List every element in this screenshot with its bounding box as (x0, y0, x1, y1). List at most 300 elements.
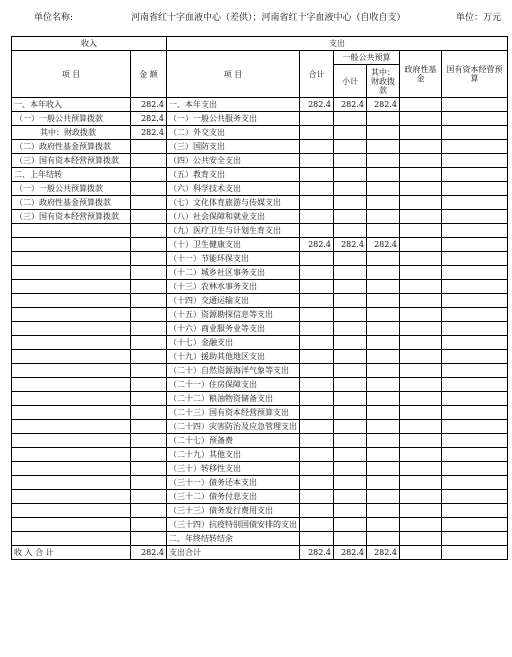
gov-fund-cell (400, 378, 442, 392)
expense-subtotal (334, 476, 367, 490)
expense-item: （十七）金融支出 (167, 336, 300, 350)
expense-fiscal (367, 490, 400, 504)
expense-total (300, 490, 334, 504)
expense-total (300, 462, 334, 476)
expense-total: 282.4 (300, 238, 334, 252)
expense-total (300, 182, 334, 196)
gov-fund-cell (400, 140, 442, 154)
expense-item: （二十一）住房保障支出 (167, 378, 300, 392)
state-capital-cell (442, 378, 508, 392)
income-item: （三）国有资本经营预算拨款 (12, 154, 131, 168)
table-row (12, 140, 508, 154)
expense-fiscal (367, 224, 400, 238)
expense-total (300, 294, 334, 308)
state-capital-cell (442, 504, 508, 518)
expense-total (300, 126, 334, 140)
expense-subtotal (334, 168, 367, 182)
gov-fund-cell (400, 154, 442, 168)
income-amount: 282.4 (131, 98, 167, 112)
income-amount (131, 182, 167, 196)
state-capital-cell (442, 112, 508, 126)
income-amount (131, 350, 167, 364)
state-capital-cell (442, 434, 508, 448)
table-row (12, 518, 508, 532)
expense-subtotal (334, 378, 367, 392)
expense-item: （六）科学技术支出 (167, 182, 300, 196)
table-row (12, 378, 508, 392)
expense-fiscal (367, 434, 400, 448)
expense-total (300, 448, 334, 462)
state-capital-cell (442, 238, 508, 252)
state-capital-cell (442, 280, 508, 294)
expense-total (300, 406, 334, 420)
expense-subtotal (334, 532, 367, 546)
table-row (12, 280, 508, 294)
income-amount (131, 378, 167, 392)
subtotal-header: 小计 (334, 65, 367, 98)
state-capital-cell (442, 168, 508, 182)
table-row (12, 350, 508, 364)
income-amount (131, 490, 167, 504)
report-header (0, 10, 512, 24)
expense-item: （十）卫生健康支出 (167, 238, 300, 252)
expense-item: （三）国防支出 (167, 140, 300, 154)
gov-fund-cell (400, 476, 442, 490)
gov-fund-cell (400, 546, 442, 560)
income-item (12, 448, 131, 462)
table-row (12, 462, 508, 476)
table-row (12, 448, 508, 462)
income-item (12, 420, 131, 434)
expense-fiscal (367, 266, 400, 280)
income-item (12, 392, 131, 406)
gov-fund-cell (400, 266, 442, 280)
expense-subtotal (334, 210, 367, 224)
income-amount (131, 336, 167, 350)
income-total-label: 收 入 合 计 (12, 546, 131, 560)
gov-fund-cell (400, 532, 442, 546)
state-capital-cell (442, 266, 508, 280)
gov-fund-cell (400, 224, 442, 238)
expense-subtotal (334, 504, 367, 518)
expense-item: （四）公共安全支出 (167, 154, 300, 168)
income-total-value: 282.4 (131, 546, 167, 560)
expense-item: （十六）商业服务业等支出 (167, 322, 300, 336)
expense-total (300, 476, 334, 490)
gov-fund-cell (400, 504, 442, 518)
expense-subtotal (334, 196, 367, 210)
state-capital-cell (442, 126, 508, 140)
expense-fiscal (367, 196, 400, 210)
expense-total (300, 210, 334, 224)
expense-total (300, 378, 334, 392)
state-capital-cell (442, 490, 508, 504)
item2-header: 项 目 (167, 51, 300, 98)
gov-fund-cell (400, 280, 442, 294)
gov-fund-cell (400, 434, 442, 448)
income-item (12, 364, 131, 378)
expense-subtotal (334, 364, 367, 378)
state-capital-cell (442, 308, 508, 322)
gov-fund-cell (400, 364, 442, 378)
expense-subtotal (334, 462, 367, 476)
expense-item: （十二）城乡社区事务支出 (167, 266, 300, 280)
income-item: （一）一般公共预算拨款 (12, 112, 131, 126)
expense-subtotal (334, 126, 367, 140)
table-row (12, 308, 508, 322)
table-row (12, 364, 508, 378)
total-header: 合计 (300, 51, 334, 98)
gov-fund-cell (400, 168, 442, 182)
expense-fiscal (367, 168, 400, 182)
income-amount (131, 532, 167, 546)
income-item: （二）政府性基金预算拨款 (12, 196, 131, 210)
currency-unit: 单位：万元 (456, 13, 502, 23)
income-amount: 282.4 (131, 126, 167, 140)
state-capital-cell (442, 364, 508, 378)
expense-item: （十四）交通运输支出 (167, 294, 300, 308)
expense-item: 一、本年支出 (167, 98, 300, 112)
expense-subtotal (334, 518, 367, 532)
state-capital-cell (442, 154, 508, 168)
expense-subtotal (334, 140, 367, 154)
expense-fiscal (367, 280, 400, 294)
expense-fiscal (367, 392, 400, 406)
expense-fiscal (367, 364, 400, 378)
expense-total (300, 308, 334, 322)
expense-item: （三十二）债务付息支出 (167, 490, 300, 504)
state-capital-cell (442, 462, 508, 476)
gov-fund-cell (400, 252, 442, 266)
gov-fund-cell (400, 126, 442, 140)
budget-table (11, 36, 508, 560)
income-item (12, 378, 131, 392)
gov-fund-cell (400, 112, 442, 126)
fiscal-header: 其中：财政拨款 (367, 65, 400, 98)
expense-fiscal (367, 532, 400, 546)
state-capital-cell (442, 532, 508, 546)
income-item (12, 280, 131, 294)
expense-total (300, 196, 334, 210)
expense-total (300, 224, 334, 238)
expense-total (300, 112, 334, 126)
expense-item: （七）文化体育旅游与传媒支出 (167, 196, 300, 210)
gov-fund-cell (400, 518, 442, 532)
state-capital-cell (442, 406, 508, 420)
expense-subtotal (334, 294, 367, 308)
expense-fiscal (367, 406, 400, 420)
income-amount (131, 154, 167, 168)
gov-fund-cell (400, 238, 442, 252)
income-item (12, 238, 131, 252)
expense-subtotal (334, 266, 367, 280)
table-row (12, 322, 508, 336)
expense-subtotal (334, 252, 367, 266)
expense-subtotal (334, 420, 367, 434)
expense-total (300, 266, 334, 280)
expense-fiscal (367, 322, 400, 336)
gov-fund-cell (400, 350, 442, 364)
table-row (12, 196, 508, 210)
gov-fund-cell (400, 336, 442, 350)
income-amount (131, 266, 167, 280)
expense-item: （二十）自然资源海洋气象等支出 (167, 364, 300, 378)
income-amount (131, 322, 167, 336)
gov-fund-cell (400, 462, 442, 476)
expense-item: （九）医疗卫生与计划生育支出 (167, 224, 300, 238)
expense-subtotal (334, 406, 367, 420)
table-row (12, 182, 508, 196)
expense-fiscal (367, 336, 400, 350)
table-row (12, 532, 508, 546)
income-amount (131, 168, 167, 182)
expense-total (300, 434, 334, 448)
income-item (12, 490, 131, 504)
income-amount (131, 252, 167, 266)
table-row (12, 168, 508, 182)
state-capital-cell (442, 294, 508, 308)
state-capital-cell (442, 350, 508, 364)
expense-subtotal (334, 336, 367, 350)
state-capital-cell (442, 182, 508, 196)
expense-total (300, 252, 334, 266)
expense-item: （十五）资源勘探信息等支出 (167, 308, 300, 322)
table-row (12, 420, 508, 434)
table-row (12, 154, 508, 168)
table-row (12, 294, 508, 308)
expense-fiscal (367, 182, 400, 196)
expense-total (300, 350, 334, 364)
gov-fund-cell (400, 294, 442, 308)
income-amount (131, 434, 167, 448)
income-item (12, 406, 131, 420)
expense-total (300, 280, 334, 294)
state-capital-cell (442, 518, 508, 532)
income-amount (131, 406, 167, 420)
income-item (12, 224, 131, 238)
expense-item: （八）社会保障和就业支出 (167, 210, 300, 224)
income-item (12, 266, 131, 280)
income-item (12, 294, 131, 308)
gov-fund-cell (400, 196, 442, 210)
state-capital-cell (442, 546, 508, 560)
income-item: 二、上年结转 (12, 168, 131, 182)
expense-fiscal (367, 476, 400, 490)
expense-fiscal (367, 308, 400, 322)
expense-header: 支出 (167, 37, 508, 51)
expense-fiscal (367, 518, 400, 532)
state-capital-cell (442, 210, 508, 224)
expense-fiscal-value: 282.4 (367, 546, 400, 560)
state-capital-cell (442, 392, 508, 406)
table-row (12, 490, 508, 504)
table-row (12, 392, 508, 406)
expense-subtotal (334, 322, 367, 336)
state-capital-cell (442, 420, 508, 434)
expense-total: 282.4 (300, 98, 334, 112)
expense-subtotal: 282.4 (334, 98, 367, 112)
expense-total (300, 518, 334, 532)
gov-fund-header: 政府性基金 (400, 51, 442, 98)
income-amount (131, 476, 167, 490)
income-item (12, 434, 131, 448)
expense-fiscal (367, 294, 400, 308)
gov-fund-cell (400, 448, 442, 462)
expense-subtotal (334, 308, 367, 322)
state-capital-cell (442, 336, 508, 350)
income-amount (131, 462, 167, 476)
table-row (12, 434, 508, 448)
income-amount (131, 210, 167, 224)
expense-fiscal (367, 126, 400, 140)
expense-subtotal (334, 392, 367, 406)
state-capital-header: 国有资本经营预算 (442, 51, 508, 98)
expense-total (300, 322, 334, 336)
income-item (12, 308, 131, 322)
expense-item: （二十二）粮油物资储备支出 (167, 392, 300, 406)
income-amount (131, 448, 167, 462)
expense-fiscal (367, 504, 400, 518)
expense-item: （二十三）国有资本经营预算支出 (167, 406, 300, 420)
income-amount: 282.4 (131, 112, 167, 126)
expense-item: （十一）节能环保支出 (167, 252, 300, 266)
income-item: （三）国有资本经营预算拨款 (12, 210, 131, 224)
table-row (12, 112, 508, 126)
expense-subtotal (334, 350, 367, 364)
income-amount (131, 280, 167, 294)
expense-fiscal (367, 378, 400, 392)
income-amount (131, 294, 167, 308)
expense-subtotal-value: 282.4 (334, 546, 367, 560)
state-capital-cell (442, 140, 508, 154)
gov-fund-cell (400, 322, 442, 336)
state-capital-cell (442, 448, 508, 462)
expense-total (300, 504, 334, 518)
table-row (12, 210, 508, 224)
state-capital-cell (442, 476, 508, 490)
expense-fiscal (367, 448, 400, 462)
state-capital-cell (442, 224, 508, 238)
table-row (12, 252, 508, 266)
income-amount (131, 364, 167, 378)
expense-item: （二十九）其他支出 (167, 448, 300, 462)
expense-item: （十三）农林水事务支出 (167, 280, 300, 294)
expense-total-value: 282.4 (300, 546, 334, 560)
expense-total (300, 336, 334, 350)
expense-fiscal (367, 210, 400, 224)
expense-subtotal (334, 112, 367, 126)
expense-fiscal: 282.4 (367, 238, 400, 252)
expense-item: （三十）转移性支出 (167, 462, 300, 476)
gov-fund-cell (400, 98, 442, 112)
income-amount (131, 238, 167, 252)
item-header: 项 目 (12, 51, 131, 98)
unit-name: 河南省红十字血液中心（差供）；河南省红十字血液中心（自收自支） (131, 13, 406, 23)
expense-total (300, 364, 334, 378)
income-item: 其中：财政拨款 (12, 126, 131, 140)
income-item: （二）政府性基金预算拨款 (12, 140, 131, 154)
income-amount (131, 518, 167, 532)
general-budget-header: 一般公共预算 (334, 51, 400, 65)
expense-subtotal (334, 280, 367, 294)
income-amount (131, 224, 167, 238)
expense-total (300, 168, 334, 182)
expense-subtotal (334, 154, 367, 168)
gov-fund-cell (400, 420, 442, 434)
table-row (12, 126, 508, 140)
table-row (12, 476, 508, 490)
expense-total (300, 420, 334, 434)
total-row (12, 546, 508, 560)
income-item (12, 322, 131, 336)
expense-item: （三十一）债务还本支出 (167, 476, 300, 490)
table-row (12, 238, 508, 252)
income-amount (131, 420, 167, 434)
table-row (12, 224, 508, 238)
income-item (12, 476, 131, 490)
expense-total (300, 140, 334, 154)
expense-item: （三十四）抗疫特别国债安排的支出 (167, 518, 300, 532)
income-amount (131, 196, 167, 210)
amount-header: 金 额 (131, 51, 167, 98)
gov-fund-cell (400, 490, 442, 504)
gov-fund-cell (400, 392, 442, 406)
expense-item: （一）一般公共服务支出 (167, 112, 300, 126)
income-item: 一、本年收入 (12, 98, 131, 112)
income-item (12, 518, 131, 532)
expense-item: （五）教育支出 (167, 168, 300, 182)
gov-fund-cell (400, 182, 442, 196)
gov-fund-cell (400, 308, 442, 322)
expense-subtotal (334, 490, 367, 504)
expense-total (300, 532, 334, 546)
table-row (12, 504, 508, 518)
income-amount (131, 504, 167, 518)
expense-subtotal: 282.4 (334, 238, 367, 252)
income-item: （一）一般公共预算拨款 (12, 182, 131, 196)
state-capital-cell (442, 322, 508, 336)
expense-item: （二）外交支出 (167, 126, 300, 140)
expense-fiscal (367, 154, 400, 168)
income-item (12, 350, 131, 364)
table-row (12, 406, 508, 420)
table-row (12, 266, 508, 280)
income-item (12, 462, 131, 476)
expense-subtotal (334, 448, 367, 462)
table-row (12, 98, 508, 112)
gov-fund-cell (400, 406, 442, 420)
expense-item: （二十七）预备费 (167, 434, 300, 448)
income-item (12, 252, 131, 266)
income-item (12, 504, 131, 518)
income-amount (131, 308, 167, 322)
expense-item: （十九）援助其他地区支出 (167, 350, 300, 364)
unit-label: 单位名称: (34, 13, 74, 23)
expense-total-label: 支出合计 (167, 546, 300, 560)
state-capital-cell (442, 196, 508, 210)
expense-subtotal (334, 224, 367, 238)
expense-total (300, 154, 334, 168)
expense-subtotal (334, 182, 367, 196)
income-header: 收入 (12, 37, 167, 51)
income-amount (131, 392, 167, 406)
expense-item: （二十四）灾害防治及应急管理支出 (167, 420, 300, 434)
expense-fiscal (367, 140, 400, 154)
income-amount (131, 140, 167, 154)
expense-fiscal (367, 112, 400, 126)
expense-fiscal (367, 350, 400, 364)
expense-fiscal (367, 420, 400, 434)
